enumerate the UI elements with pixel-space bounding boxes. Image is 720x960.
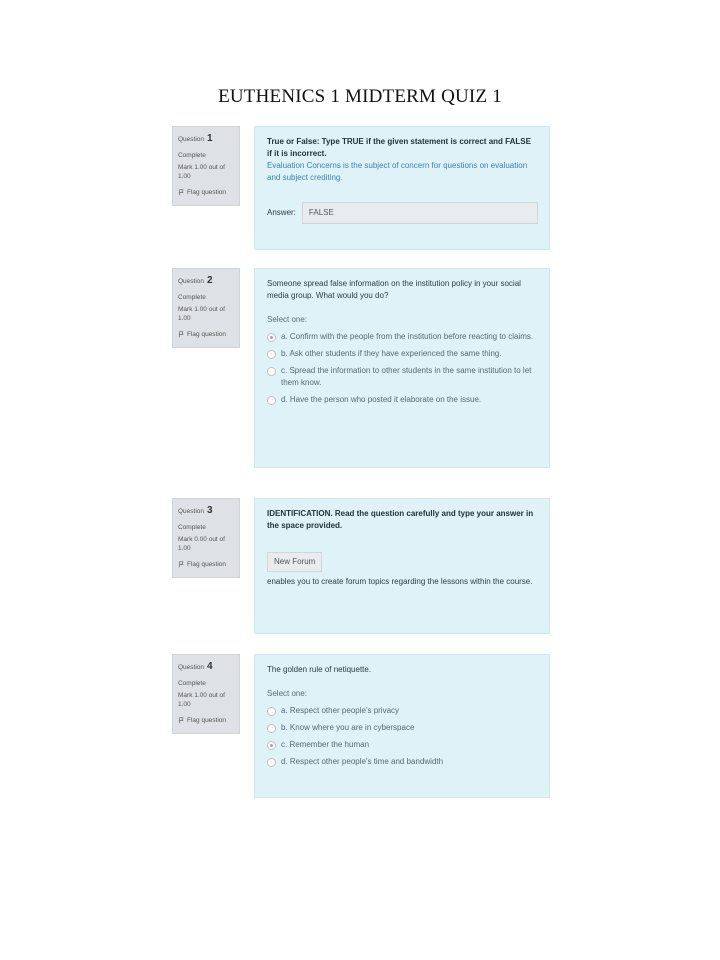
question-grade: Mark 1.00 out of 1.00 [178,163,225,181]
radio-button[interactable] [267,350,276,359]
answer-input[interactable]: FALSE [302,202,538,224]
flag-question-label: Flag question [187,330,227,338]
question-number: 4 [207,661,213,672]
flag-question-label: Flag question [187,560,227,568]
question-content [254,126,550,250]
answer-option-c[interactable] [267,739,538,751]
question-grade: Mark 1.00 out of 1.00 [178,305,225,323]
flag-icon [178,331,185,338]
answer-option-c[interactable] [267,365,538,389]
option-label: d. Have the person who posted it elaborate on the issue. [281,395,482,404]
question-state: Complete [178,679,206,687]
question-info [172,126,240,206]
flag-question-link[interactable] [178,188,235,197]
radio-button-selected[interactable] [267,741,276,750]
option-label: c. Spread the information to other students in the same institution to let them know. [281,366,532,387]
radio-button[interactable] [267,367,276,376]
question-4 [172,654,550,798]
answer-label: Answer: [267,208,296,217]
question-content [254,268,550,468]
flag-icon [178,717,185,724]
question-text: enables you to create forum topics regarding the lessons within the course. [267,577,533,586]
question-label: Question [178,136,205,143]
answer-option-a[interactable] [267,705,538,717]
question-state: Complete [178,151,206,159]
question-state: Complete [178,293,206,301]
option-label: b. Ask other students if they have experienced the same thing. [281,349,502,358]
select-one-label: Select one: [267,689,308,698]
radio-button[interactable] [267,396,276,405]
question-number: 3 [207,505,213,516]
option-label: a. Respect other people's privacy [281,706,400,715]
answer-input[interactable]: New Forum [267,552,322,572]
option-label: a. Confirm with the people from the institution before reacting to claims. [281,332,534,341]
question-number: 1 [207,133,213,144]
question-text: Evaluation Concerns is the subject of concern for questions on evaluation and subject crediting. [267,161,528,182]
question-content [254,498,550,634]
flag-icon [178,561,185,568]
flag-question-link[interactable] [178,560,235,569]
question-info [172,654,240,734]
question-state: Complete [178,523,206,531]
question-grade: Mark 0.00 out of 1.00 [178,535,225,553]
question-instruction: IDENTIFICATION. Read the question carefully and type your answer in the space provided. [267,509,534,530]
question-info [172,268,240,348]
question-info [172,498,240,578]
flag-question-link[interactable] [178,330,235,339]
question-text: Someone spread false information on the institution policy in your social media group. What would you do? [267,279,521,300]
option-label: b. Know where you are in cyberspace [281,723,415,732]
answer-option-b[interactable] [267,348,538,360]
answer-option-b[interactable] [267,722,538,734]
radio-button[interactable] [267,758,276,767]
question-instruction: True or False: Type TRUE if the given statement is correct and FALSE if it is incorrect. [267,137,531,158]
question-grade: Mark 1.00 out of 1.00 [178,691,225,709]
option-label: d. Respect other people's time and bandwidth [281,757,444,766]
flag-question-link[interactable] [178,716,235,725]
radio-button-selected[interactable] [267,333,276,342]
radio-button[interactable] [267,707,276,716]
flag-question-label: Flag question [187,188,227,196]
radio-button[interactable] [267,724,276,733]
question-text: The golden rule of netiquette. [267,665,372,674]
question-number: 2 [207,275,213,286]
question-content [254,654,550,798]
option-label: c. Remember the human [281,740,370,749]
question-2 [172,268,550,468]
question-label: Question [178,664,205,671]
question-label: Question [178,278,205,285]
page-title: EUTHENICS 1 MIDTERM QUIZ 1 [218,86,502,107]
question-3 [172,498,550,634]
question-label: Question [178,508,205,515]
question-1 [172,126,550,250]
answer-option-a[interactable] [267,331,538,343]
answer-option-d[interactable] [267,756,538,768]
select-one-label: Select one: [267,315,308,324]
answer-option-d[interactable] [267,394,538,406]
flag-question-label: Flag question [187,716,227,724]
flag-icon [178,189,185,196]
